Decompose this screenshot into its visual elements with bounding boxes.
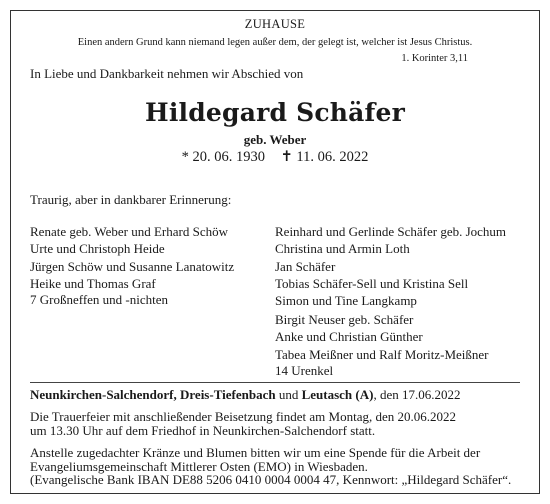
mourner-entry: Tobias Schäfer-Sell und Kristina Sell — [275, 275, 469, 291]
mourner-entry: Birgit Neuser geb. Schäfer — [275, 312, 414, 327]
mourners-left-group-2 — [30, 291, 168, 308]
deceased-name: Hildegard Schäfer — [145, 98, 405, 127]
donation-info-line: Evangeliumsgemeinschaft Mittlerer Osten (EMO) in Wiesbaden. — [30, 458, 368, 474]
mourner-entry: Reinhard und Gerlinde Schäfer geb. Jochum — [275, 224, 507, 239]
mourner-entry: 7 Großneffen und -nichten — [30, 292, 169, 307]
mourner-entry: Anke und Christian Günther — [275, 329, 423, 345]
death-date: ✝ 11. 06. 2022 — [280, 149, 369, 165]
mourners-left-group-1 — [30, 223, 234, 292]
birth-date: * 20. 06. 1930 — [181, 149, 265, 165]
funeral-info-line: Die Trauerfeier mit anschließender Beisetzung findet am Montag, den 20.06.2022 — [30, 409, 457, 424]
mourner-entry: Urte und Christoph Heide — [30, 241, 165, 257]
mourners-right-group-1 — [275, 223, 506, 309]
funeral-info — [30, 410, 456, 437]
mourner-entry: Jürgen Schöw und Susanne Lanatowitz — [30, 258, 235, 274]
divider — [30, 382, 520, 383]
deceased-birth-name: geb. Weber — [243, 132, 307, 147]
intro-line: In Liebe und Dankbarkeit nehmen wir Abschied von — [30, 66, 304, 81]
donation-info-line: (Evangelische Bank IBAN DE88 5206 0410 0004 0004 47, Kennwort: „Hildegard Schäfer“. — [30, 472, 512, 487]
sorrow-line: Traurig, aber in dankbarer Erinnerung: — [30, 192, 232, 207]
place-secondary: Leutasch (A) — [301, 387, 374, 402]
mourner-entry: 14 Urenkel — [275, 363, 334, 378]
life-dates — [0, 149, 550, 166]
funeral-info-line: um 13.30 Uhr auf dem Friedhof in Neunkirchen-Salchendorf statt. — [30, 422, 376, 438]
bible-verse: Einen andern Grund kann niemand legen außer dem, der gelegt ist, welcher ist Jesus Christus. — [77, 37, 473, 48]
mourners-right-group-2 — [275, 311, 489, 363]
mourner-entry: Tabea Meißner und Ralf Moritz-Meißner — [275, 346, 489, 362]
notice-heading: ZUHAUSE — [244, 17, 306, 31]
place-date-line — [30, 387, 460, 403]
mourner-entry: Jan Schäfer — [275, 258, 336, 274]
place-primary: Neunkirchen-Salchendorf, Dreis-Tiefenbach — [30, 387, 276, 402]
mourner-entry: Christina und Armin Loth — [275, 241, 410, 257]
donation-info-line: Anstelle zugedachter Kränze und Blumen bitten wir um eine Spende für die Arbeit der — [30, 445, 481, 460]
donation-info — [30, 446, 511, 487]
mourners-right-group-3 — [275, 362, 333, 379]
place-connector: und — [278, 387, 299, 402]
bible-verse-reference: 1. Korinter 3,11 — [401, 53, 468, 64]
notice-date: , den 17.06.2022 — [373, 387, 461, 402]
mourner-entry: Renate geb. Weber und Erhard Schöw — [30, 224, 228, 239]
mourner-entry: Heike und Thomas Graf — [30, 275, 156, 291]
mourner-entry: Simon und Tine Langkamp — [275, 293, 417, 309]
